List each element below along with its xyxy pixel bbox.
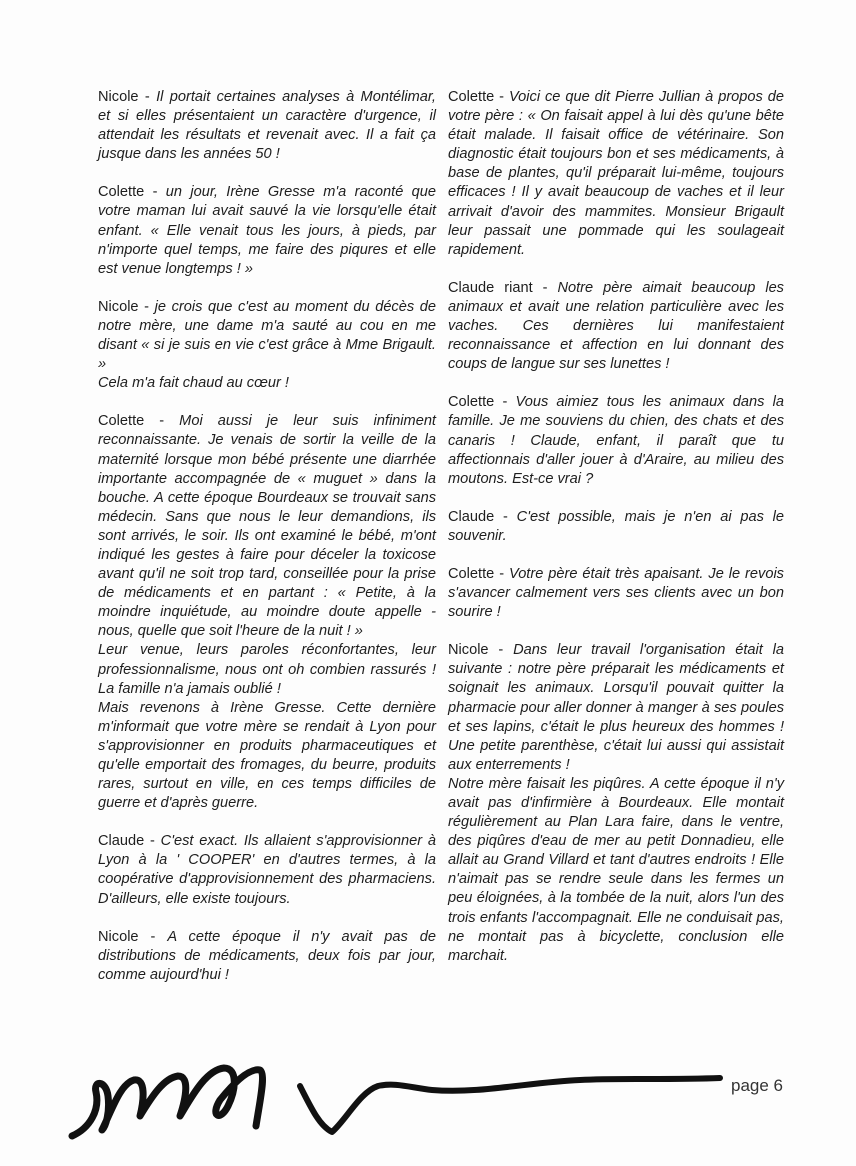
dialogue-paragraph	[448, 641, 784, 966]
speech-continuation: Leur venue, leurs paroles réconfortantes, leur professionnalisme, nous ont oh combien rassurés ! La famille n'a jamais oublié !	[98, 642, 436, 697]
separator: -	[532, 279, 558, 296]
speaker-name: Colette	[98, 184, 145, 201]
speaker-name: Claude riant	[448, 279, 533, 296]
speech-continuation: Cela m'a fait chaud au cœur !	[98, 375, 289, 392]
speech-continuation: Mais revenons à Irène Gresse. Cette dernière m'informait que votre mère se rendait à Lyon pour s'approvisionner en produits pharmaceutiques et qu'elle emportait des fromages, du beurre, produits rares, surtout en ville, en ces temps difficiles de guerre et d'après guerre.	[98, 699, 436, 812]
separator: -	[494, 565, 509, 582]
speech-text: C'est exact. Ils allaient s'approvisionner à Lyon à la ' COOPER' en d'autres termes, à la coopérative d'approvisionnement des pharmaciens. D'ailleurs, elle existe toujours.	[98, 833, 436, 907]
separator: -	[144, 413, 180, 430]
speaker-name: Colette	[448, 565, 495, 582]
speaker-name: Nicole	[448, 642, 489, 659]
speech-text: C'est possible, mais je n'en ai pas le souvenir.	[448, 508, 784, 544]
right-column	[448, 88, 784, 985]
speech-text: Voici ce que dit Pierre Jullian à propos de votre père : « On faisait appel à lui dès qu'une bête était malade. Il faisait office de vétérinaire. Son diagnostic était toujours bon et ses médicaments, à base de plantes, qu'il préparait lui-même, toujours efficaces ! Il y avait beaucoup de vaches et il leur arrivait d'avoir des mammites. Monsieur Brigault leur passait une pommade qui les soulageait rapidement.	[448, 89, 784, 258]
speech-text: Dans leur travail l'organisation était la suivante : notre père préparait les médicaments et soignait les animaux. Lorsqu'il pouvait quitter la pharmacie pour aller donner à manger à ses poules et ses lapins, c'était le plus heureux des hommes ! Une petite parenthèse, c'était lui aussi qui assistait aux enterrements !	[448, 642, 784, 773]
speaker-name: Colette	[448, 394, 495, 411]
separator: -	[144, 833, 161, 850]
dialogue-paragraph	[98, 298, 436, 393]
speech-text: A cette époque il n'y avait pas de distributions de médicaments, deux fois par jour, comme aujourd'hui !	[98, 928, 436, 983]
dialogue-paragraph	[448, 508, 784, 546]
separator: -	[138, 298, 155, 315]
dialogue-paragraph	[448, 565, 784, 622]
speaker-name: Nicole	[98, 298, 139, 315]
speaker-name: Colette	[448, 89, 495, 105]
dialogue-paragraph	[98, 412, 436, 813]
speaker-name: Claude	[98, 833, 145, 850]
separator: -	[138, 89, 157, 105]
speaker-name: Colette	[98, 413, 145, 430]
dialogue-paragraph	[98, 832, 436, 908]
speech-text: un jour, Irène Gresse m'a raconté que votre maman lui avait sauvé la vie lorsqu'elle était enfant. « Elle venait tous les jours, à pieds, par n'importe quel temps, me faire des piqures et elle est venue longtemps ! »	[98, 184, 436, 277]
dialogue-paragraph	[98, 928, 436, 985]
speech-text: Il portait certaines analyses à Montélimar, et si elles présentaient un caractère d'urgence, il attendait les résultats et revenait avec. Il a fait ça jusque dans les années 50 !	[98, 89, 436, 163]
dialogue-paragraph	[448, 393, 784, 488]
dialogue-paragraph	[98, 183, 436, 278]
separator: -	[494, 89, 509, 105]
dialogue-paragraph	[448, 88, 784, 260]
separator: -	[494, 508, 517, 525]
speaker-name: Claude	[448, 508, 495, 525]
separator: -	[494, 394, 516, 411]
separator: -	[138, 928, 168, 945]
speech-text: Moi aussi je leur suis infiniment reconnaissante. Je venais de sortir la veille de la maternité lorsque mon bébé présente une diarrhée importante accompagnée de « muguet » dans la bouche. A cette époque Bourdeaux se trouvait sans médecin. Sans que nous le leur demandions, ils sont arrivés, le soir. Ils ont examiné le bébé, m'ont indiqué les gestes à faire pour déceler la toxicose avant qu'il ne soit trop tard, conseillée pour la prise de médicaments et en partant : « Petite, à la moindre inquiétude, au moindre doute appelle - nous, quelle que soit l'heure de la nuit ! »	[98, 413, 436, 640]
speaker-name: Nicole	[98, 89, 139, 105]
separator: -	[144, 184, 166, 201]
speech-text: je crois que c'est au moment du décès de notre mère, une dame m'a sauté au cou en me disant « si je suis en vie c'est grâce à Mme Brigault. »	[98, 298, 436, 373]
handwritten-signature	[60, 1040, 780, 1150]
left-column	[98, 88, 436, 1004]
separator: -	[488, 642, 514, 659]
page-number: page 6	[731, 1076, 783, 1095]
speech-text: Notre père aimait beaucoup les animaux et avait une relation particulière avec les vaches. Ces dernières lui manifestaient reconnaissance et affection en lui donnant des coups de langue sur ses lunettes !	[448, 279, 784, 373]
dialogue-paragraph	[448, 279, 784, 374]
speech-text: Votre père était très apaisant. Je le revois s'avancer calmement vers ses clients avec un bon sourire !	[448, 565, 784, 621]
speech-text: Vous aimiez tous les animaux dans la famille. Je me souviens du chien, des chats et des canaris ! Claude, enfant, il paraît que tu affectionnais d'aller jouer à d'Araire, au milieu des moutons. Est-ce vrai ?	[448, 394, 784, 487]
dialogue-paragraph	[98, 88, 436, 164]
speech-continuation: Notre mère faisait les piqûres. A cette époque il n'y avait pas d'infirmière à Bourdeaux. Elle montait régulièrement au Plan Lara faire, dans le ventre, des piqûres d'eau de mer au petit Donnadieu, elle allait au Grand Villard et tant d'autres endroits ! Elle n'aimait pas se rendre seule dans les fermes un peu éloignées, à la tombée de la nuit, alors l'un des trois enfants l'accompagnait. Elle ne conduisait pas, ne montait pas à bicyclette, conclusion elle marchait.	[448, 775, 784, 964]
speaker-name: Nicole	[98, 928, 139, 945]
